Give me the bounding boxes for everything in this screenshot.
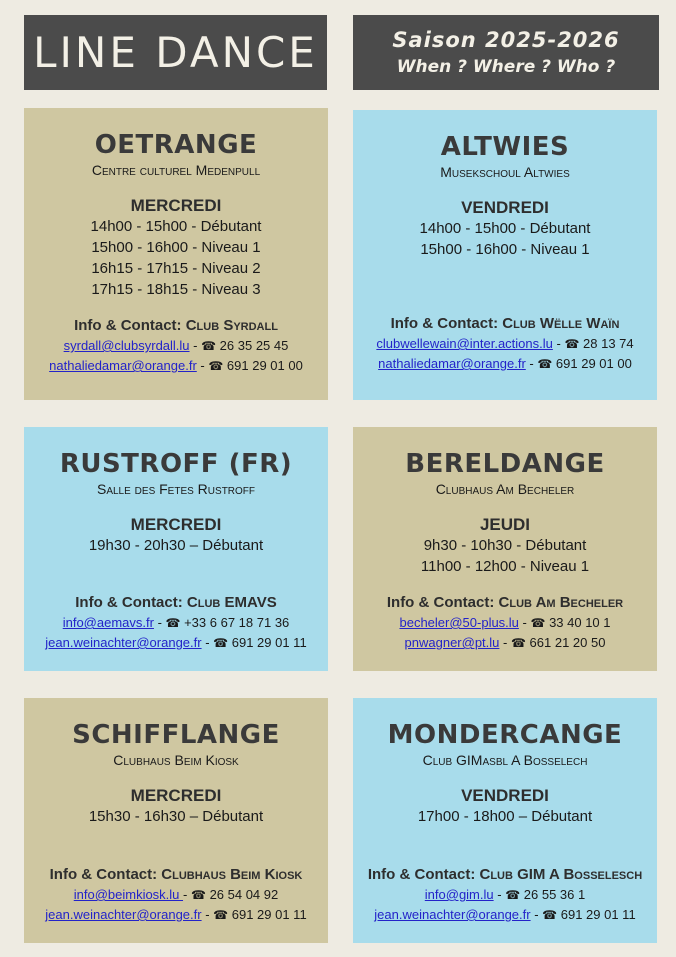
telephone-icon: ☎: [530, 616, 546, 630]
email-link[interactable]: nathaliedamar@orange.fr: [378, 356, 526, 371]
separator: -: [518, 615, 531, 630]
season-subtitle: When ? Where ? Who ?: [396, 56, 616, 77]
time-slot: 15h00 - 16h00 - Niveau 1: [91, 239, 261, 256]
venue-name: Salle des Fetes Rustroff: [96, 481, 256, 497]
separator: -: [499, 635, 511, 650]
email-link[interactable]: jean.weinachter@orange.fr: [374, 907, 531, 922]
telephone-icon: ☎: [505, 888, 521, 902]
time-slot: 14h00 - 15h00 - Débutant: [419, 220, 591, 237]
separator: -: [196, 358, 209, 373]
separator: -: [493, 887, 506, 902]
separator: -: [183, 887, 191, 902]
info-contact: [75, 593, 277, 613]
location-card-rustroff: [24, 427, 328, 671]
info-label: Info & Contact:: [386, 594, 495, 611]
location-card-mondercange: [353, 698, 657, 943]
contact-line: [49, 356, 303, 376]
info-contact: [74, 316, 278, 336]
contact-line: [378, 354, 632, 374]
page-title: LINE DANCE: [33, 28, 318, 77]
email-link[interactable]: info@aemavs.fr: [62, 615, 154, 630]
email-link[interactable]: becheler@50-plus.lu: [399, 615, 519, 630]
city-name: SCHIFFLANGE: [72, 720, 280, 750]
telephone-icon: ☎: [213, 908, 229, 922]
club-name: Clubhaus Beim Kiosk: [161, 866, 303, 883]
city-name: RUSTROFF (FR): [59, 449, 293, 479]
info-label: Info & Contact:: [74, 317, 182, 334]
time-slot: 15h00 - 16h00 - Niveau 1: [420, 241, 590, 258]
phone-number: 26 54 04 92: [209, 887, 279, 902]
location-card-oetrange: [24, 108, 328, 400]
info-label: Info & Contact:: [367, 866, 476, 883]
info-label: Info & Contact:: [75, 594, 183, 611]
time-slot: 11h00 - 12h00 - Niveau 1: [420, 558, 590, 575]
email-link[interactable]: jean.weinachter@orange.fr: [45, 907, 202, 922]
phone-number: 28 13 74: [583, 336, 634, 351]
info-label: Info & Contact:: [390, 315, 499, 332]
telephone-icon: ☎: [213, 636, 229, 650]
location-card-bereldange: [353, 427, 657, 671]
club-name: Club Wëlle Waïn: [502, 315, 620, 332]
separator: -: [201, 907, 214, 922]
phone-number: 691 29 01 11: [560, 907, 636, 922]
info-contact: [391, 314, 620, 334]
season-banner: [353, 15, 659, 90]
venue-name: Clubhaus Am Becheler: [435, 481, 575, 497]
email-link[interactable]: nathaliedamar@orange.fr: [49, 358, 197, 373]
phone-number: +33 6 67 18 71 36: [184, 615, 290, 630]
phone-number: 691 29 01 00: [226, 358, 303, 373]
telephone-icon: ☎: [510, 636, 526, 650]
venue-name: Musekschoul Altwies: [440, 164, 570, 180]
time-slot: 14h00 - 15h00 - Débutant: [90, 218, 262, 235]
separator: -: [525, 356, 538, 371]
time-slot: 17h00 - 18h00 – Débutant: [417, 808, 593, 825]
separator: -: [552, 336, 565, 351]
phone-number: 691 29 01 11: [231, 635, 307, 650]
club-name: Club GIM A Bosselesch: [479, 866, 643, 883]
info-label: Info & Contact:: [49, 866, 158, 883]
club-name: Club Syrdall: [185, 317, 278, 334]
telephone-icon: ☎: [165, 616, 181, 630]
contact-line: [376, 334, 633, 354]
venue-name: Club GIMasbl A Bosselech: [422, 752, 588, 768]
page-title-banner: [24, 15, 327, 90]
time-slot: 15h30 - 16h30 – Débutant: [88, 808, 264, 825]
time-slot: 16h15 - 17h15 - Niveau 2: [91, 260, 261, 277]
telephone-icon: ☎: [208, 359, 224, 373]
contact-line: [45, 633, 306, 653]
city-name: BERELDANGE: [405, 449, 605, 479]
info-contact: [50, 865, 303, 885]
weekday: VENDREDI: [461, 786, 549, 805]
season-label: Saison 2025-2026: [392, 27, 620, 52]
weekday: MERCREDI: [130, 786, 222, 805]
separator: -: [189, 338, 202, 353]
email-link[interactable]: info@gim.lu: [424, 887, 494, 902]
telephone-icon: ☎: [542, 908, 558, 922]
weekday: VENDREDI: [461, 198, 549, 217]
email-link[interactable]: info@beimkiosk.lu: [73, 887, 184, 902]
separator: -: [201, 635, 214, 650]
city-name: OETRANGE: [94, 130, 258, 160]
phone-number: 691 29 01 11: [231, 907, 307, 922]
location-card-schifflange: [24, 698, 328, 943]
weekday: JEUDI: [479, 515, 531, 534]
separator: -: [153, 615, 166, 630]
info-contact: [368, 865, 642, 885]
contact-line: [63, 613, 290, 633]
club-name: Club EMAVS: [186, 594, 277, 611]
email-link[interactable]: pnwagner@pt.lu: [404, 635, 500, 650]
time-slot: 9h30 - 10h30 - Débutant: [423, 537, 587, 554]
telephone-icon: ☎: [190, 888, 206, 902]
email-link[interactable]: clubwellewain@inter.actions.lu: [376, 336, 553, 351]
contact-line: [425, 885, 585, 905]
telephone-icon: ☎: [564, 337, 580, 351]
phone-number: 26 35 25 45: [219, 338, 289, 353]
email-link[interactable]: syrdall@clubsyrdall.lu: [63, 338, 190, 353]
phone-number: 691 29 01 00: [555, 356, 632, 371]
separator: -: [530, 907, 543, 922]
contact-line: [64, 336, 289, 356]
weekday: MERCREDI: [130, 515, 222, 534]
time-slot: 17h15 - 18h15 - Niveau 3: [91, 281, 261, 298]
phone-number: 661 21 20 50: [529, 635, 606, 650]
city-name: ALTWIES: [440, 132, 570, 162]
weekday: MERCREDI: [130, 196, 222, 215]
location-card-altwies: [353, 110, 657, 400]
contact-line: [74, 885, 279, 905]
telephone-icon: ☎: [201, 339, 217, 353]
club-name: Club Am Becheler: [498, 594, 624, 611]
venue-name: Centre culturel Medenpull: [91, 162, 261, 178]
phone-number: 33 40 10 1: [549, 615, 611, 630]
contact-line: [399, 613, 610, 633]
telephone-icon: ☎: [537, 357, 553, 371]
time-slot: 19h30 - 20h30 – Débutant: [88, 537, 264, 554]
info-contact: [387, 593, 623, 613]
venue-name: Clubhaus Beim Kiosk: [113, 752, 239, 768]
contact-line: [45, 905, 306, 925]
city-name: MONDERCANGE: [387, 720, 623, 750]
contact-line: [405, 633, 606, 653]
contact-line: [374, 905, 635, 925]
phone-number: 26 55 36 1: [523, 887, 586, 902]
email-link[interactable]: jean.weinachter@orange.fr: [45, 635, 202, 650]
